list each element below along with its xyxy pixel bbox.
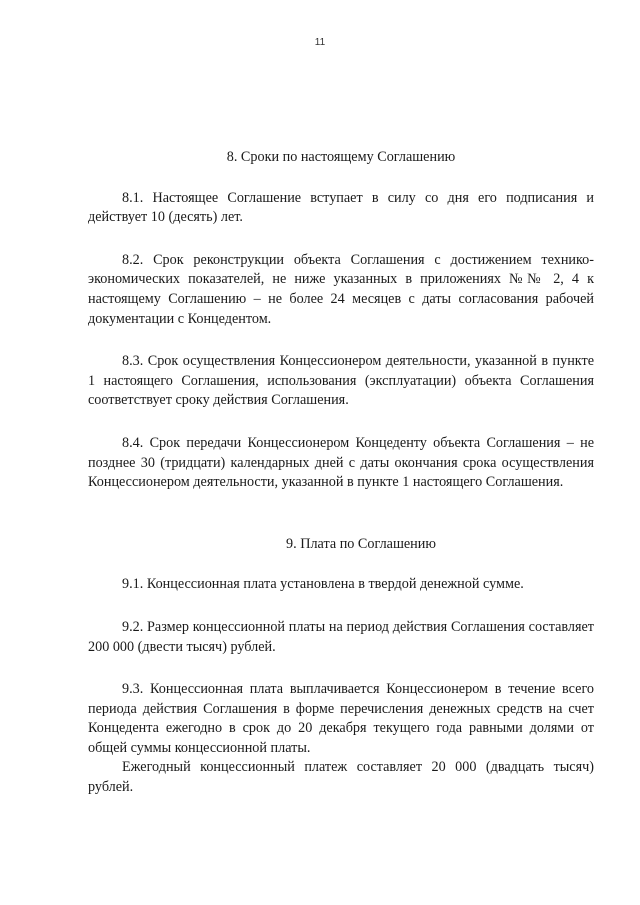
clause-8-4: 8.4. Срок передачи Концессионером Концеденту объекта Соглашения – не позднее 30 (тридцати) календарных дней с даты окончания срока осуществления Концессионером деятельности, указанной в пункте 1 настоящего Соглашения. [88, 434, 594, 491]
section-9-title: 9. Плата по Соглашению [286, 535, 436, 552]
section-8-title: 8. Сроки по настоящему Соглашению [226, 149, 456, 165]
clause-9-3: 9.3. Концессионная плата выплачивается Концессионером в течение всего периода действия Соглашения в форме перечисления денежных средств на счет Концедента ежегодно в срок до 20 декабря текущего года равными долями от общей суммы концессионной платы. [88, 681, 594, 756]
page-number: 11 [314, 37, 326, 48]
clause-8-1: 8.1. Настоящее Соглашение вступает в силу со дня его подписания и действует 10 (десять) лет. [88, 189, 594, 226]
clause-9-2: 9.2. Размер концессионной платы на период действия Соглашения составляет 200 000 (двести тысяч) рублей. [88, 618, 594, 655]
annual-payment-paragraph: Ежегодный концессионный платеж составляет 20 000 (двадцать тысяч) рублей. [88, 759, 594, 796]
clause-8-3: 8.3. Срок осуществления Концессионером деятельности, указанной в пункте 1 настоящего Соглашения, использования (эксплуатации) объекта Соглашения соответствует сроку действия Соглашения. [88, 353, 594, 409]
document-body [88, 148, 594, 798]
clause-8-2: 8.2. Срок реконструкции объекта Соглашения с достижением технико-экономических показателей, не ниже указанных в приложениях №№ 2, 4 к настоящему Соглашению – не более 24 месяцев с даты согласования рабочей документации с Концедентом. [88, 251, 594, 327]
clause-9-1: 9.1. Концессионная плата установлена в твердой денежной сумме. [122, 576, 524, 593]
